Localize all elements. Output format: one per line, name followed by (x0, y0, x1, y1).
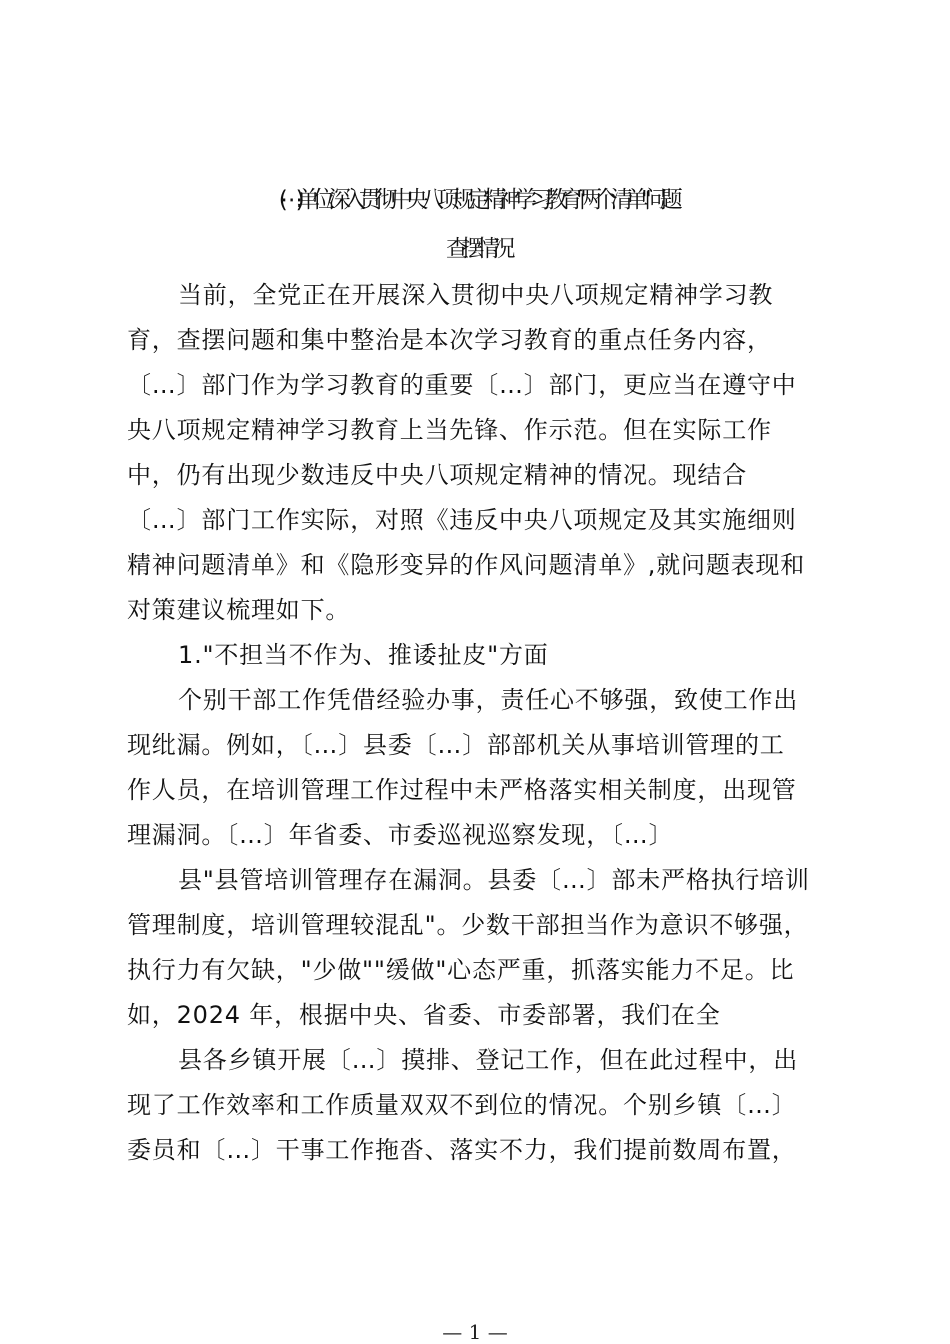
page-number: — 1 — (442, 1320, 508, 1344)
body-line: 委员和〔…〕干事工作拖沓、落实不力，我们提前数周布置， (127, 1136, 797, 1164)
body-line: 县各乡镇开展〔…〕摸排、登记工作，但在此过程中，出 (178, 1046, 798, 1074)
body-line: 管理制度，培训管理较混乱"。少数干部担当作为意识不够强， (127, 911, 809, 939)
body-line: 精神问题清单》和《隐形变异的作风问题清单》,就问题表现和 (127, 551, 806, 579)
body-line: 育，查摆问题和集中整治是本次学习教育的重点任务内容， (127, 326, 772, 354)
body-line: 当前，全党正在开展深入贯彻中央八项规定精神学习教 (178, 281, 774, 309)
body-line: 现了工作效率和工作质量双双不到位的情况。个别乡镇〔…〕 (127, 1091, 797, 1119)
body-line: 中，仍有出现少数违反中央八项规定精神的情况。现结合 (127, 461, 747, 489)
body-line: 现纰漏。例如，〔…〕县委〔…〕部部机关从事培训管理的工 (127, 731, 785, 759)
body-line: 个别干部工作凭借经验办事，责任心不够强，致使工作出 (178, 686, 798, 714)
section-heading: 1."不担当不作为、推诿扯皮"方面 (178, 641, 549, 669)
body-line: 理漏洞。〔…〕年省委、市委巡视巡察发现，〔…〕 (127, 821, 674, 849)
body-line: 〔…〕部门作为学习教育的重要〔…〕部门，更应当在遵守中 (127, 371, 797, 399)
body-line: 对策建议梳理如下。 (127, 596, 351, 624)
document-title-line-1: (⋯.)单位深入贯彻中央八项规定精神学习教育"两个清单"问题 (278, 187, 676, 213)
body-line: 〔…〕部门工作实际，对照《违反中央八项规定及其实施细则 (127, 506, 797, 534)
body-line: 央八项规定精神学习教育上当先锋、作示范。但在实际工作 (127, 416, 772, 444)
body-line: 县"县管培训管理存在漏洞。县委〔…〕部未严格执行培训 (178, 866, 810, 894)
document-title-line-2: 查摆情况 (446, 236, 508, 262)
body-line: 执行力有欠缺，"少做""缓做"心态严重，抓落实能力不足。比 (127, 956, 795, 984)
body-line: 如，2024 年，根据中央、省委、市委部署，我们在全 (127, 1001, 721, 1029)
body-line: 作人员，在培训管理工作过程中未严格落实相关制度，出现管 (127, 776, 797, 804)
